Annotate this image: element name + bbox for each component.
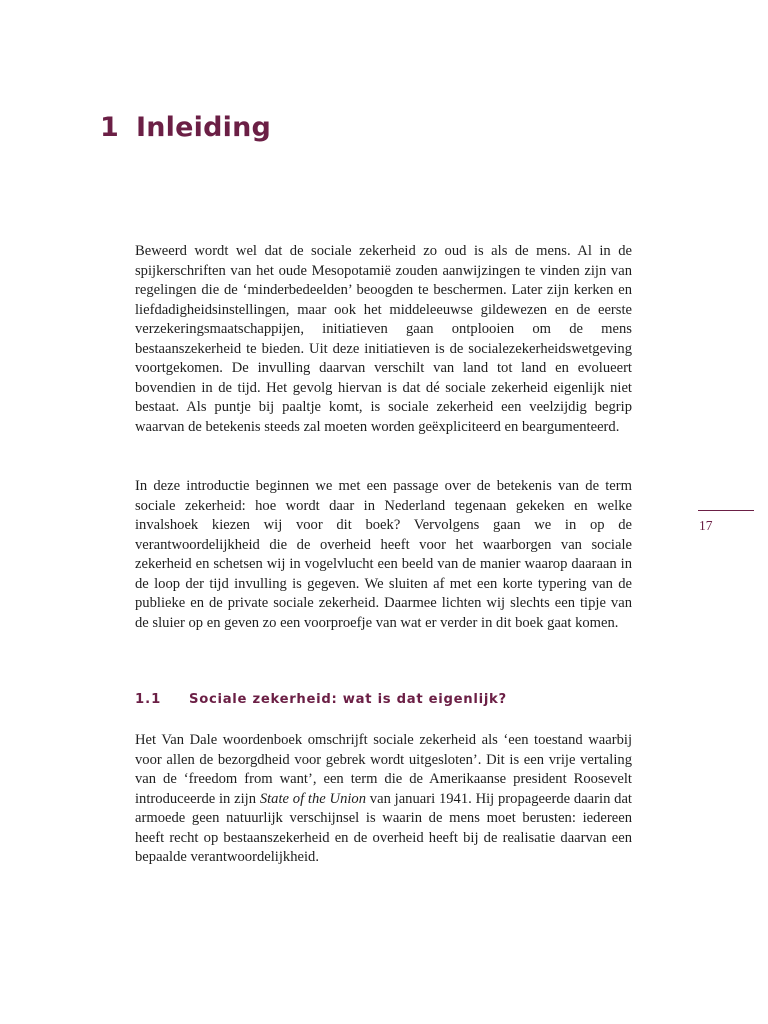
chapter-title: Inleiding bbox=[136, 112, 272, 143]
section-number: 1.1 bbox=[135, 692, 162, 707]
page-number: 17 bbox=[699, 518, 713, 533]
chapter-number: 1 bbox=[100, 112, 119, 143]
italic-title: State of the Union bbox=[259, 790, 367, 807]
section-paragraph-1 bbox=[135, 731, 632, 868]
intro-paragraph-1: Beweerd wordt wel dat de sociale zekerheid zo oud is als de mens. Al in de spijkerschriften van het oude Mesopotamië zouden aanwijzingen te vinden zijn van regelingen die de ‘minderbedeelden’ beoogden te beschermen. Later zijn kerken en liefdadigheidsinstellingen, maar ook het middeleeuwse gildewezen en de eerste verzekeringsmaatschappijen, initiatieven gaan ontplooien om de mens bestaanszekerheid te bieden. Uit deze initiatieven is de socialezekerheidswetgeving voortgekomen. De invulling daarvan verschilt van land tot land en evolueert bovendien in de tijd. Het gevolg hiervan is dat dé sociale zekerheid eigenlijk niet bestaat. Als puntje bij paaltje komt, is sociale zekerheid een veelzijdig begrip waarvan de betekenis steeds zal moeten worden geëxpliciteerd en beargumenteerd. bbox=[135, 243, 632, 435]
page-number-rule bbox=[698, 510, 754, 511]
paragraph-text-after: van januari 1941. Hij propageerde daarin dat armoede geen natuurlijk verschijnsel is waarin de mens moet berusten: iedereen heeft recht op bestaanszekerheid en de overheid heeft bij de realisatie daarvan een bepaalde verantwoordelijkheid. bbox=[135, 790, 632, 866]
section-title: Sociale zekerheid: wat is dat eigenlijk? bbox=[189, 692, 507, 707]
intro-paragraph-2: In deze introductie beginnen we met een passage over de betekenis van de term sociale zekerheid: hoe wordt daar in Nederland tegenaan gekeken en welke invalshoek kiezen wij voor dit boek? Vervolgens gaan we in op de verantwoordelijkheid die de overheid heeft voor het waarborgen van sociale zekerheid en schetsen wij in vogelvlucht een beeld van de manier waarop daaraan in de loop der tijd invulling is gegeven. We sluiten af met een korte typering van de publieke en de private sociale zekerheid. Daarmee lichten wij slechts een tipje van de sluier op en geven zo een voorproefje van wat er verder in dit boek gaat komen. bbox=[135, 478, 632, 631]
paragraph-text-before: Het Van Dale woordenboek omschrijft sociale zekerheid als ‘een toestand waarbij voor allen de bezorgdheid voor gebrek wordt uitgesloten’. Dit is een vrije vertaling van de ‘freedom from want’, een term die de Amerikaanse president Roosevelt introduceerde in zijn bbox=[135, 732, 632, 807]
chapter-heading bbox=[100, 112, 271, 143]
section-heading bbox=[135, 692, 507, 707]
